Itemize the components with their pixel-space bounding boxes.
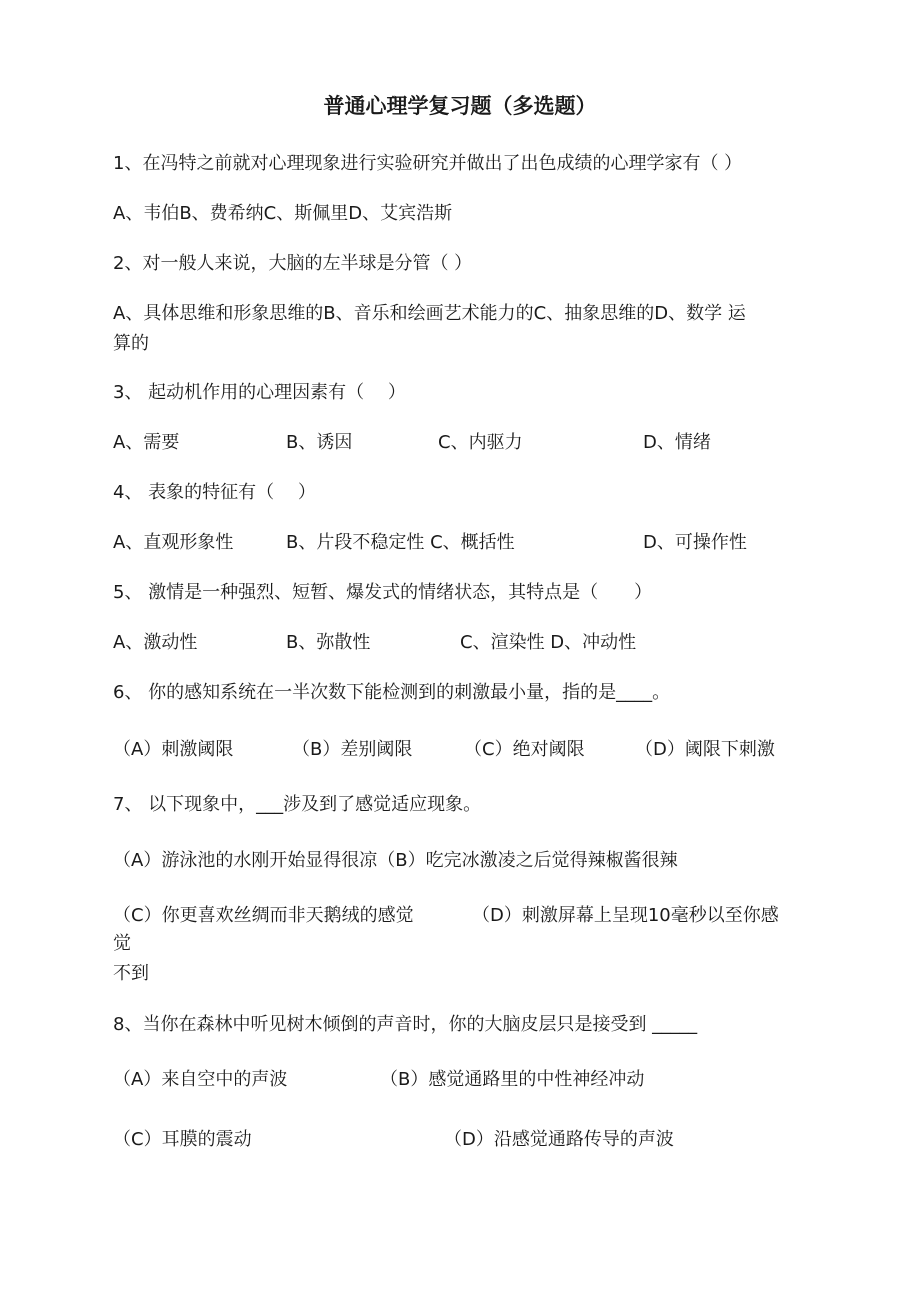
question-5-option-b: B、弥散性 <box>286 632 371 653</box>
question-8-option-a: （A）来自空中的声波 <box>113 1069 288 1090</box>
question-7-stem: 7、 以下现象中，___涉及到了感觉适应现象。 <box>113 794 482 815</box>
question-4-option-bc: B、片段不稳定性 C、概括性 <box>286 532 515 553</box>
question-7-options-ab: （A）游泳池的水刚开始显得很凉（B）吃完冰激凌之后觉得辣椒酱很辣 <box>113 850 678 871</box>
question-1-options: A、韦伯B、费希纳C、斯佩里D、艾宾浩斯 <box>113 203 453 224</box>
question-6-option-b: （B）差别阈限 <box>292 739 413 760</box>
question-4-option-a: A、直观形象性 <box>113 532 234 553</box>
question-6-option-d: （D）阈限下刺激 <box>635 739 775 760</box>
question-7-option-c: （C）你更喜欢丝绸而非天鹅绒的感觉 <box>113 905 414 926</box>
question-7-option-d-cont2: 不到 <box>113 963 149 984</box>
question-3-option-c: C、内驱力 <box>438 432 523 453</box>
question-1-stem: 1、在冯特之前就对心理现象进行实验研究并做出了出色成绩的心理学家有（ ） <box>113 153 743 174</box>
question-2-stem: 2、对一般人来说，大脑的左半球是分管（ ） <box>113 253 473 274</box>
question-5-option-a: A、激动性 <box>113 632 198 653</box>
question-6-option-c: （C）绝对阈限 <box>464 739 585 760</box>
question-7-option-d: （D）刺激屏幕上呈现10毫秒以至你感 <box>472 905 779 926</box>
question-3-option-b: B、诱因 <box>286 432 353 453</box>
question-8-option-d: （D）沿感觉通路传导的声波 <box>444 1129 674 1150</box>
question-7-option-d-cont: 觉 <box>113 933 131 954</box>
question-3-option-a: A、需要 <box>113 432 180 453</box>
page-title: 普通心理学复习题（多选题） <box>323 94 597 118</box>
question-5-option-cd: C、渲染性 D、冲动性 <box>460 632 637 653</box>
question-8-option-b: （B）感觉通路里的中性神经冲动 <box>380 1069 645 1090</box>
question-2-options-cont: 算的 <box>113 333 149 354</box>
question-4-option-d: D、可操作性 <box>643 532 747 553</box>
question-6-stem: 6、 你的感知系统在一半次数下能检测到的刺激最小量，指的是____。 <box>113 682 671 703</box>
question-6-option-a: （A）刺激阈限 <box>113 739 234 760</box>
question-3-option-d: D、情绪 <box>643 432 711 453</box>
question-2-options: A、具体思维和形象思维的B、音乐和绘画艺术能力的C、抽象思维的D、数学 运 <box>113 303 746 324</box>
question-4-stem: 4、 表象的特征有（ ） <box>113 482 316 503</box>
question-5-stem: 5、 激情是一种强烈、短暂、爆发式的情绪状态，其特点是（ ） <box>113 582 653 603</box>
question-3-stem: 3、 起动机作用的心理因素有（ ） <box>113 382 406 403</box>
question-8-stem: 8、当你在森林中听见树木倾倒的声音时，你的大脑皮层只是接受到 _____ <box>113 1014 698 1035</box>
question-8-option-c: （C）耳膜的震动 <box>113 1129 252 1150</box>
